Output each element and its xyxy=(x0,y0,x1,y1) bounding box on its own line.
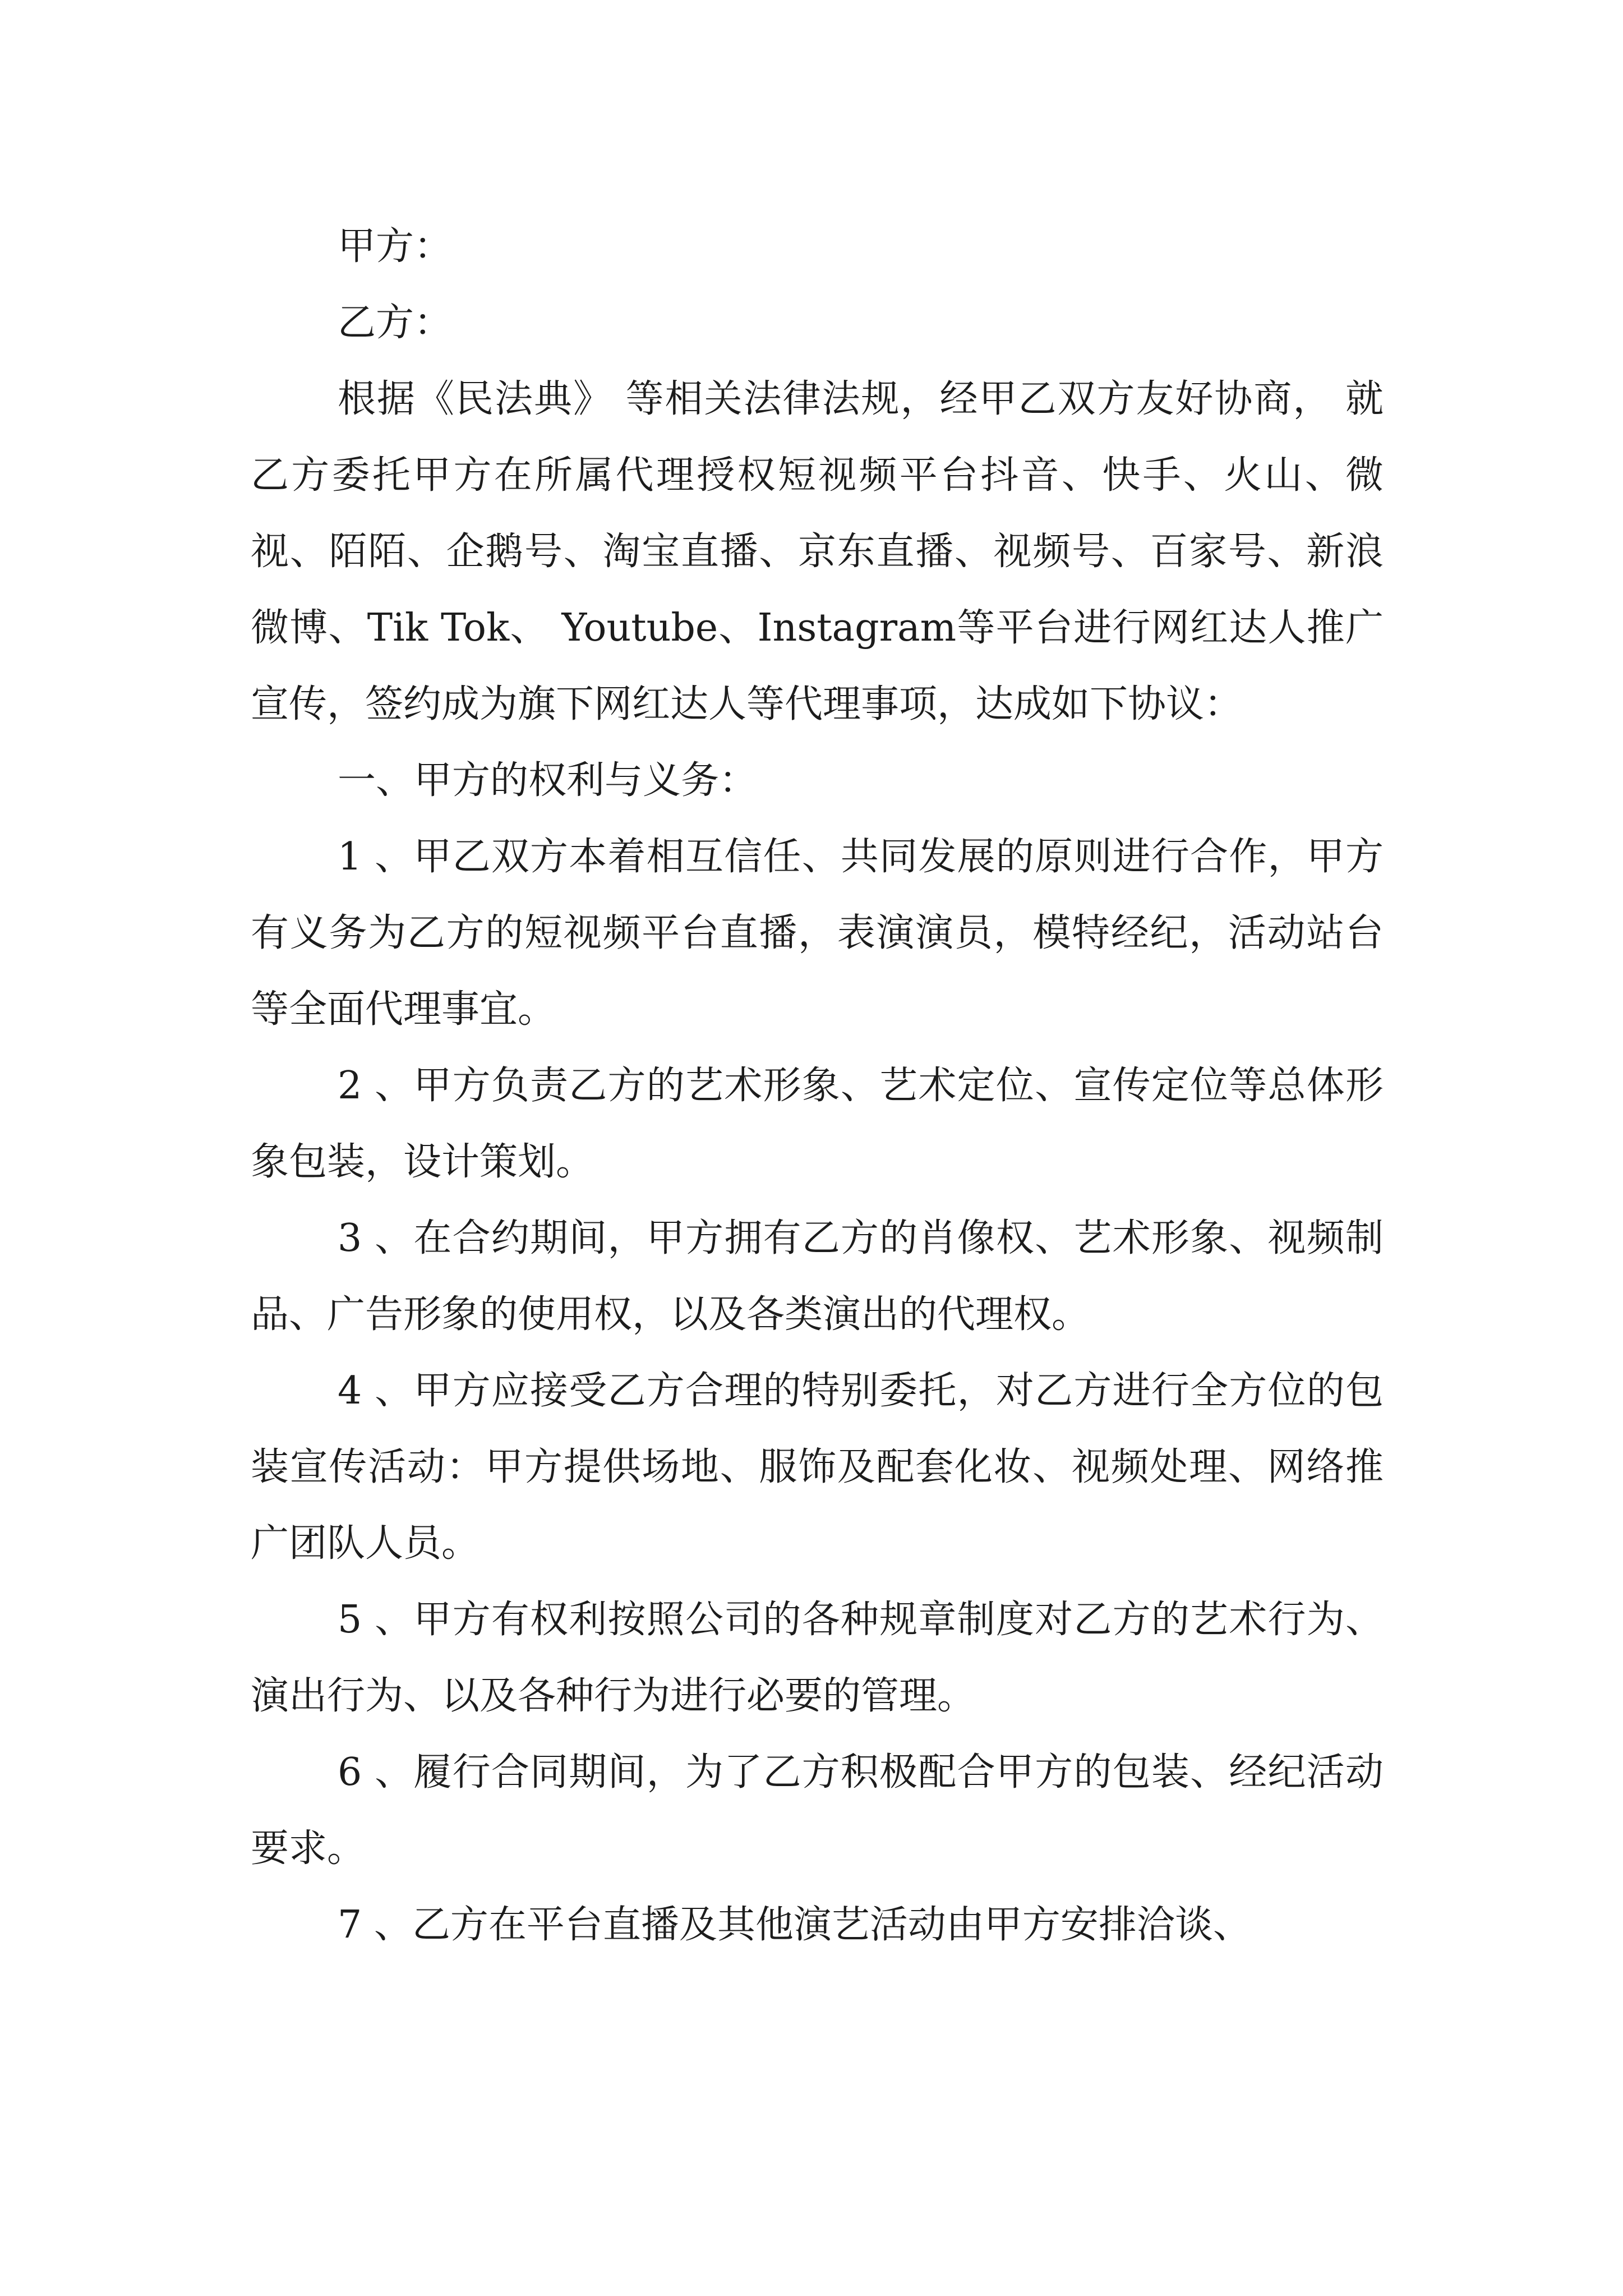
clause-paragraph: 3 、在合约期间，甲方拥有乙方的肖像权、艺术形象、视频制品、广告形象的使用权，以及各类演出的代理权。 xyxy=(251,1216,1384,1337)
clause-paragraph: 4 、甲方应接受乙方合理的特别委托，对乙方进行全方位的包装宣传活动：甲方提供场地、服饰及配套化妆、视频处理、网络推广团队人员。 xyxy=(251,1369,1384,1566)
clause-paragraph: 5 、甲方有权利按照公司的各种规章制度对乙方的艺术行为、演出行为、以及各种行为进行必要的管理。 xyxy=(251,1598,1384,1718)
clause-paragraph: 1 、甲乙双方本着相互信任、共同发展的原则进行合作，甲方有义务为乙方的短视频平台直播，表演演员，模特经纪，活动站台等全面代理事宜。 xyxy=(251,835,1384,1032)
section-heading: 一、甲方的权利与义务： xyxy=(338,758,758,803)
document-body xyxy=(251,209,1384,1963)
clause-paragraph: 2 、甲方负责乙方的艺术形象、艺术定位、宣传定位等总体形象包装，设计策划。 xyxy=(251,1064,1384,1184)
clause-paragraph: 6 、履行合同期间，为了乙方积极配合甲方的包装、经纪活动要求。 xyxy=(251,1750,1384,1871)
clause-paragraph: 7 、乙方在平台直播及其他演艺活动由甲方安排洽谈、 xyxy=(338,1903,1251,1947)
party-b-line: 乙方： xyxy=(338,301,453,345)
intro-paragraph: 根据《民法典》 等相关法律法规，经甲乙双方友好协商， 就乙方委托甲方在所属代理授权短视频平台抖音、快手、火山、微视、陌陌、企鹅号、淘宝直播、京东直播、视频号、百家号、新浪微博、Tik Tok、 Youtube、Instagram等平台进行网红达人推广宣传，签约成为旗下网红达人等代理事项，达成如下协议： xyxy=(251,377,1384,726)
party-a-line: 甲方： xyxy=(338,224,453,269)
